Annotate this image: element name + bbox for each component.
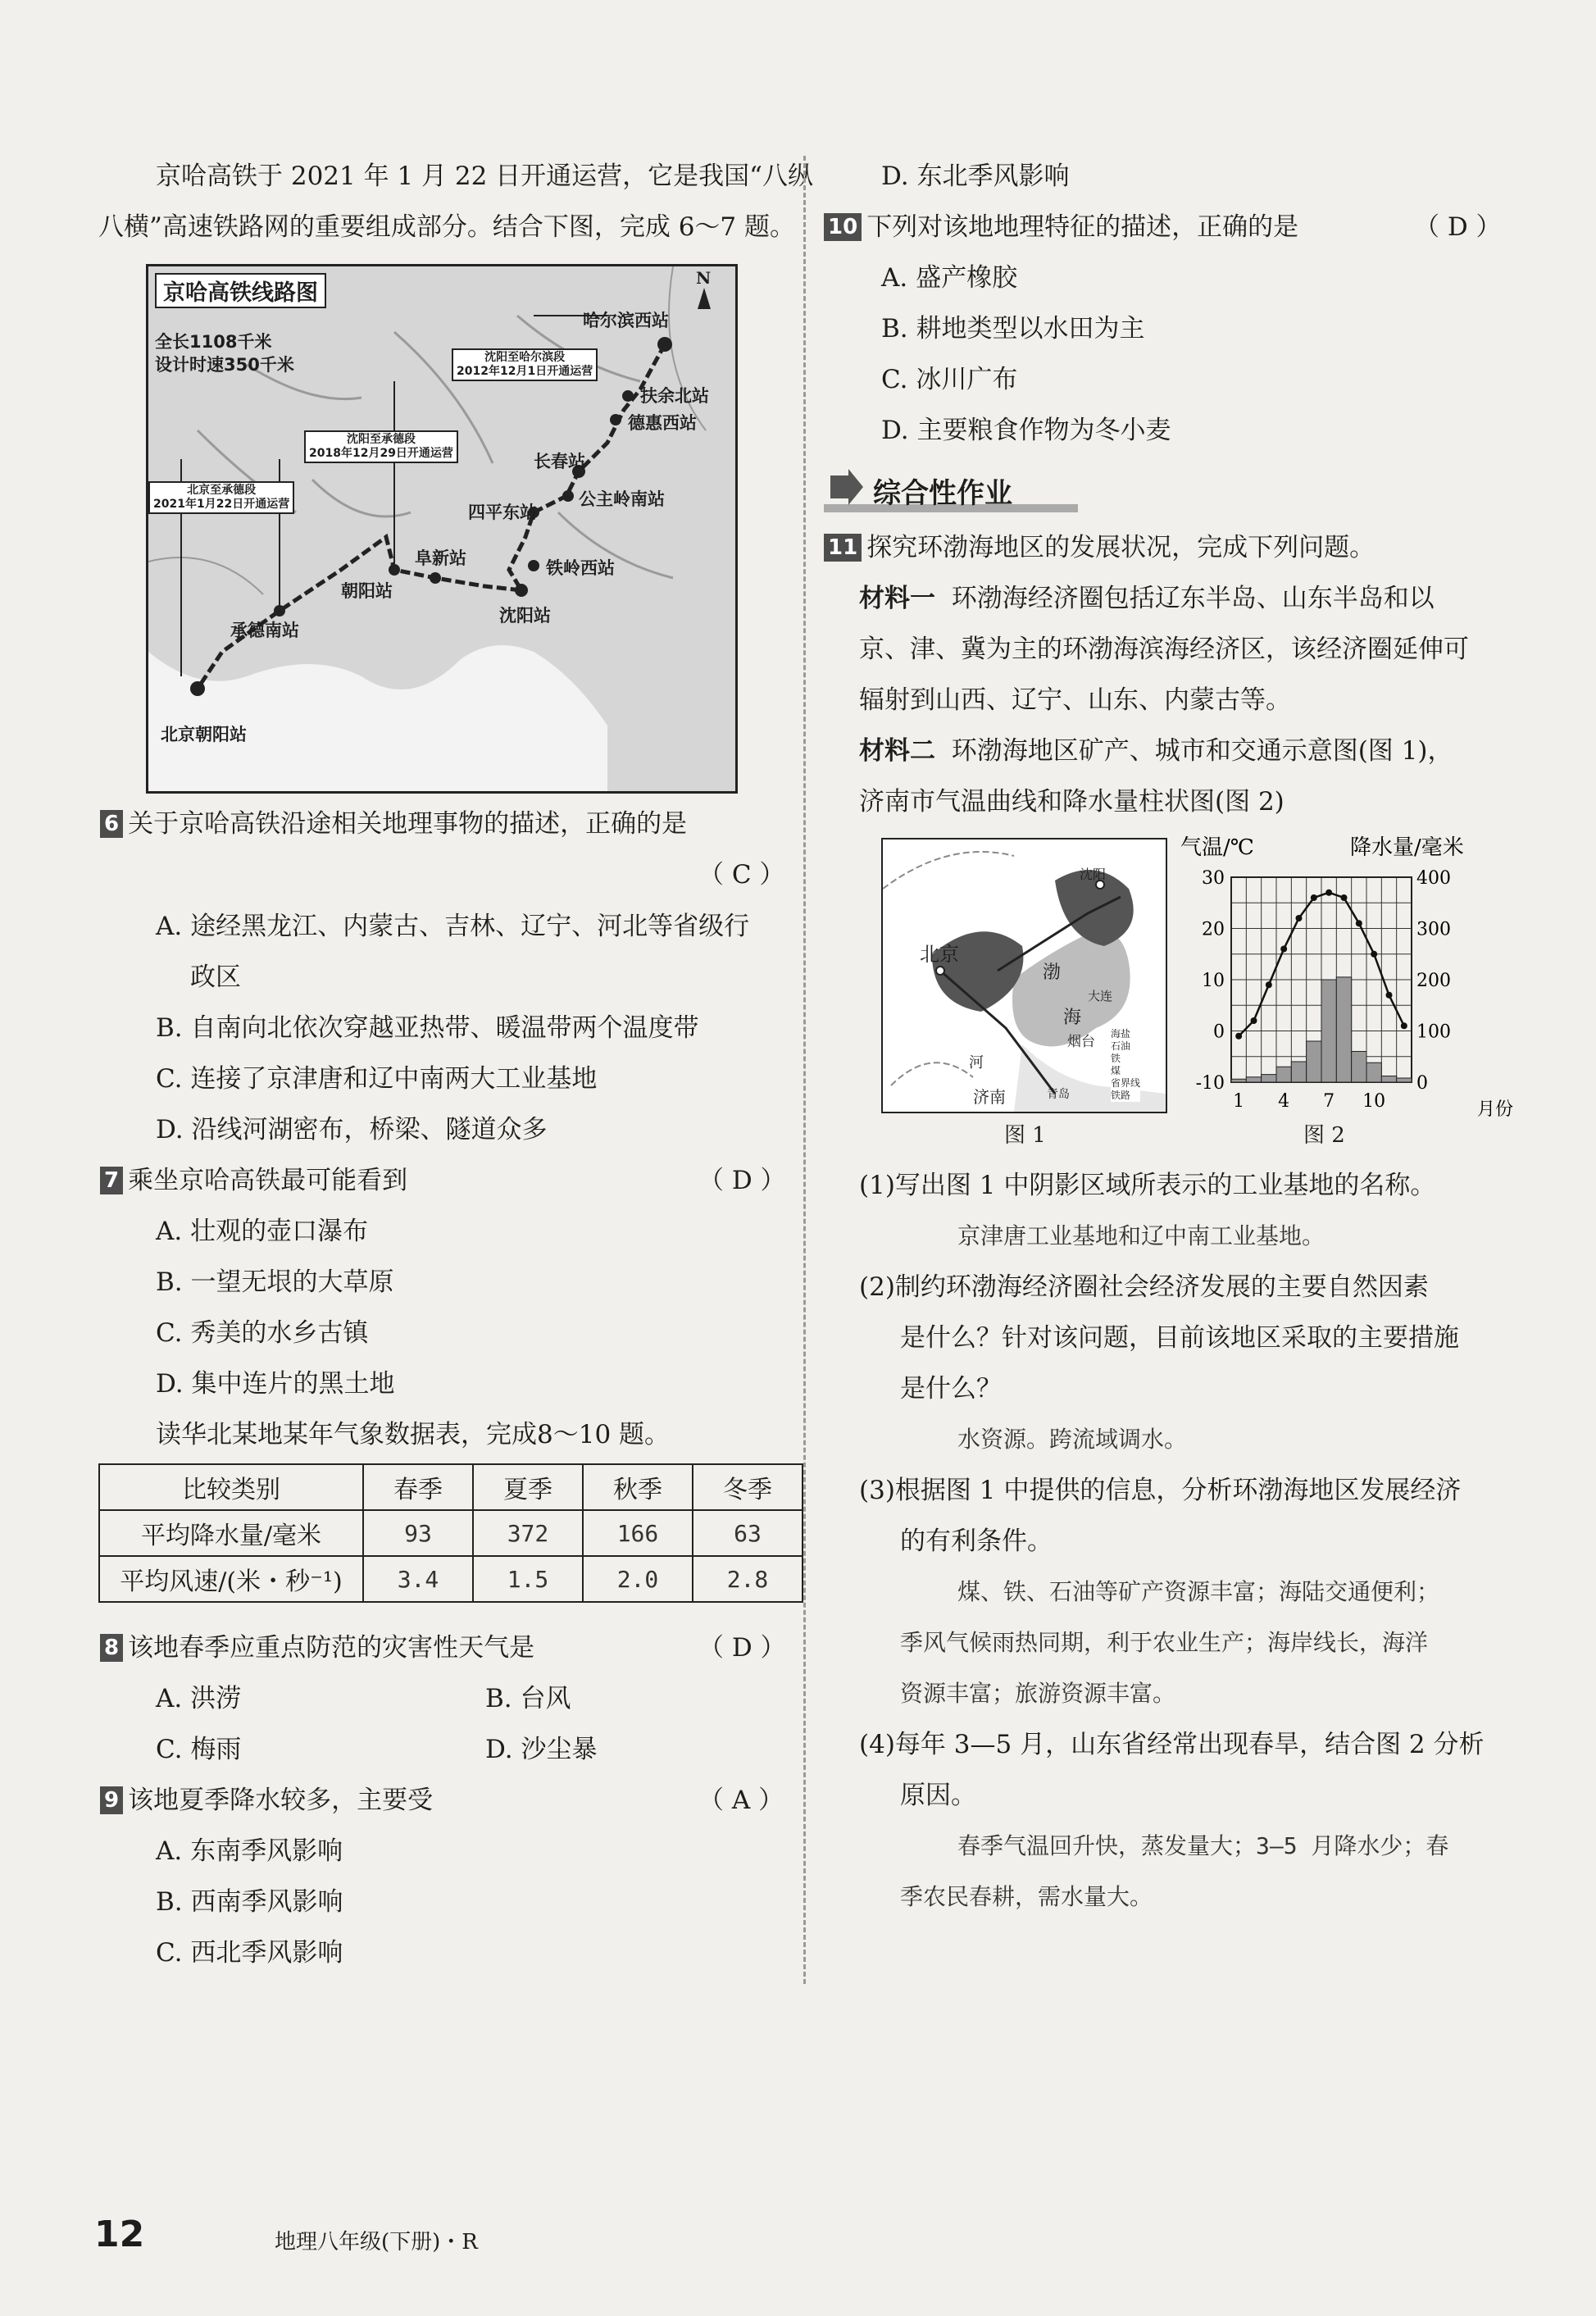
left-tick-label: 20	[1202, 919, 1225, 940]
station-label: 公主岭南站	[579, 489, 665, 509]
table-cell: 2.0	[583, 1556, 693, 1602]
option: B. 台风	[485, 1684, 571, 1713]
question-8: 8 该地春季应重点防范的灾害性天气是	[100, 1631, 534, 1664]
figure-2-climate-chart	[1174, 828, 1526, 1140]
figure-1-map	[881, 838, 1167, 1113]
table-header: 秋季	[583, 1464, 693, 1510]
station-label: 朝阳站	[341, 581, 393, 601]
option: C. 连接了京津唐和辽中南两大工业基地	[156, 1064, 598, 1094]
answer-9: （ A ）	[698, 1786, 784, 1815]
material-1-line1: 材料一 环渤海经济圈包括辽东半岛、山东半岛和以	[859, 584, 1435, 613]
map-legend: 海盐 石油 铁 煤 省界线 铁路	[1111, 1028, 1141, 1101]
table-header: 比较类别	[99, 1464, 363, 1510]
station-label: 阜新站	[415, 548, 466, 568]
option: B. 耕地类型以水田为主	[881, 314, 1145, 344]
material-1-line2: 京、津、冀为主的环渤海滨海经济区，该经济圈延伸可	[859, 635, 1469, 664]
station-label: 沈阳站	[499, 606, 551, 626]
city-label: 济南	[973, 1087, 1006, 1107]
option: A. 壮观的壶口瀑布	[156, 1217, 369, 1246]
section-title: 综合性作业	[873, 477, 1012, 510]
city-label: 烟台	[1067, 1034, 1095, 1050]
option: A. 洪涝	[156, 1684, 242, 1713]
option: C. 西北季风影响	[156, 1938, 343, 1968]
segment-shenyang-harbin: 沈阳至哈尔滨段 2012年12月1日开通运营	[452, 348, 598, 381]
option: A. 东南季风影响	[156, 1836, 343, 1866]
column-divider	[803, 156, 806, 1984]
right-tick-label: 400	[1416, 868, 1451, 889]
answer-3: 季风气候雨热同期，利于农业生产；海岸线长，海洋	[900, 1629, 1429, 1656]
precipitation-bar	[1276, 1067, 1291, 1082]
answer-3: 煤、铁、石油等矿产资源丰富；海陆交通便利；	[957, 1578, 1440, 1605]
weather-table	[98, 1463, 803, 1603]
xlabel: 月份	[1477, 1099, 1514, 1120]
sub-question-2: (2)制约环渤海经济圈社会经济发展的主要自然因素	[859, 1272, 1429, 1302]
right-tick-label: 100	[1416, 1021, 1451, 1043]
station-label: 北京朝阳站	[161, 725, 247, 744]
temperature-point	[1251, 1017, 1257, 1024]
temperature-point	[1311, 894, 1317, 901]
option: A. 盛产橡胶	[881, 263, 1018, 293]
city-label: 青岛	[1047, 1088, 1070, 1101]
option: D. 沙尘暴	[485, 1735, 598, 1764]
precipitation-bar	[1336, 977, 1351, 1082]
left-tick-label: 30	[1202, 868, 1225, 889]
city-label: 大连	[1088, 989, 1113, 1003]
table-cell: 63	[693, 1510, 803, 1556]
question-11: 11 探究环渤海地区的发展状况，完成下列问题。	[824, 531, 1375, 564]
station-label: 承德南站	[230, 621, 299, 640]
precipitation-bar	[1307, 1041, 1321, 1082]
arrow-icon	[830, 469, 863, 505]
option: D. 东北季风影响	[881, 162, 1070, 191]
right-tick-label: 0	[1416, 1073, 1428, 1094]
left-tick-label: 10	[1202, 971, 1225, 991]
table-row	[99, 1556, 803, 1602]
answer-4: 季农民春耕，需水量大。	[900, 1883, 1153, 1910]
question-7: 7 乘坐京哈高铁最可能看到	[100, 1164, 407, 1197]
temperature-point	[1266, 981, 1272, 988]
station-label: 四平东站	[468, 503, 537, 522]
table-cell: 93	[363, 1510, 473, 1556]
ylabel-right: 降水量/毫米	[1350, 835, 1464, 860]
precipitation-bar	[1246, 1077, 1261, 1082]
question-10: 10 下列对该地地理特征的描述，正确的是	[824, 211, 1298, 243]
table-header: 夏季	[473, 1464, 583, 1510]
map-speed: 设计时速350千米	[155, 355, 294, 375]
option: C. 冰川广布	[881, 365, 1018, 394]
table-cell: 平均降水量/毫米	[99, 1510, 363, 1556]
precipitation-bar	[1397, 1078, 1412, 1082]
option: C. 秀美的水乡古镇	[156, 1318, 369, 1348]
table-cell: 372	[473, 1510, 583, 1556]
right-tick-label: 300	[1416, 919, 1451, 940]
answer-6: （ C ）	[698, 860, 785, 890]
table-header: 春季	[363, 1464, 473, 1510]
figure-1-caption: 图 1	[1004, 1123, 1046, 1148]
material-2-line2: 济南市气温曲线和降水量柱状图(图 2)	[859, 787, 1285, 817]
segment-shenyang-chengde: 沈阳至承德段 2018年12月29日开通运营	[304, 430, 458, 463]
book-title: 地理八年级(下册)・R	[275, 2230, 478, 2255]
precipitation-bar	[1381, 1076, 1396, 1083]
ylabel-left: 气温/℃	[1180, 835, 1254, 860]
table-cell: 平均风速/(米・秒⁻¹)	[99, 1556, 363, 1602]
intro-line1: 京哈高铁于 2021 年 1 月 22 日开通运营，它是我国“八纵	[156, 162, 814, 191]
section-heading	[824, 466, 1094, 515]
question-9: 9 该地夏季降水较多，主要受	[100, 1784, 433, 1817]
left-tick-label: -10	[1195, 1073, 1225, 1094]
answer-3: 资源丰富；旅游资源丰富。	[900, 1680, 1176, 1707]
station-label: 德惠西站	[628, 413, 697, 433]
answer-1: 京津唐工业基地和辽中南工业基地。	[957, 1222, 1325, 1249]
answer-2: 水资源。跨流域调水。	[957, 1426, 1188, 1453]
figure-2-caption: 图 2	[1303, 1123, 1345, 1148]
sub-question-1: (1)写出图 1 中阴影区域所表示的工业基地的名称。	[859, 1171, 1436, 1200]
table-header: 冬季	[693, 1464, 803, 1510]
option: D. 集中连片的黑土地	[156, 1369, 395, 1399]
station-label: 扶余北站	[640, 386, 709, 406]
sub-question-4: (4)每年 3—5 月，山东省经常出现春旱，结合图 2 分析	[859, 1730, 1485, 1759]
city-label: 沈阳	[1080, 867, 1107, 882]
station-label: 哈尔滨西站	[583, 311, 669, 330]
segment-beijing-chengde: 北京至承德段 2021年1月22日开通运营	[148, 481, 294, 514]
sub-question-3: (3)根据图 1 中提供的信息，分析环渤海地区发展经济	[859, 1476, 1462, 1505]
option: B. 一望无垠的大草原	[156, 1267, 394, 1297]
temperature-point	[1386, 992, 1393, 999]
sea-label: 海	[1063, 1008, 1082, 1028]
sub-question-4: 原因。	[900, 1781, 976, 1810]
temperature-point	[1341, 894, 1348, 901]
option: B. 自南向北依次穿越亚热带、暖温带两个温度带	[156, 1013, 699, 1043]
x-tick-label: 7	[1323, 1091, 1335, 1112]
answer-8: （ D ）	[698, 1633, 786, 1663]
option: D. 沿线河湖密布，桥梁、隧道众多	[156, 1115, 548, 1144]
city-label: 北京	[920, 943, 959, 966]
station-label: 长春站	[534, 452, 585, 471]
material-2-line1: 材料二 环渤海地区矿产、城市和交通示意图(图 1)，	[859, 736, 1453, 766]
question-6: 6 关于京哈高铁沿途相关地理事物的描述，正确的是	[100, 808, 687, 840]
precipitation-bar	[1321, 980, 1336, 1082]
temperature-point	[1325, 890, 1332, 896]
left-tick-label: 0	[1213, 1021, 1225, 1043]
temperature-point	[1296, 915, 1303, 921]
precipitation-bar	[1231, 1079, 1246, 1082]
sea-label: 渤	[1043, 962, 1062, 983]
temperature-point	[1356, 920, 1362, 926]
read-instruction: 读华北某地某年气象数据表，完成8～10 题。	[156, 1420, 671, 1449]
table-row	[99, 1464, 803, 1510]
precipitation-bar	[1262, 1075, 1276, 1082]
x-tick-label: 4	[1278, 1091, 1290, 1112]
intro-line2: 八横”高速铁路网的重要组成部分。结合下图，完成 6～7 题。	[98, 212, 795, 242]
answer-4: 春季气温回升快，蒸发量大；3—5 月降水少；春	[957, 1832, 1449, 1859]
table-cell: 166	[583, 1510, 693, 1556]
map-title: 京哈高铁线路图	[155, 273, 326, 308]
sub-question-2: 是什么？	[900, 1374, 1002, 1404]
station-label: 铁岭西站	[546, 558, 615, 578]
map-length: 全长1108千米	[155, 332, 272, 352]
answer-10: （ D ）	[1414, 212, 1502, 242]
option: B. 西南季风影响	[156, 1887, 343, 1917]
north-arrow-icon: N	[696, 268, 711, 309]
temperature-point	[1280, 946, 1287, 953]
page-number: 12	[94, 2214, 145, 2255]
x-tick-label: 10	[1362, 1091, 1386, 1112]
sub-question-2: 是什么？针对该问题，目前该地区采取的主要措施	[900, 1323, 1459, 1353]
table-cell: 3.4	[363, 1556, 473, 1602]
precipitation-bar	[1366, 1062, 1381, 1082]
table-cell: 2.8	[693, 1556, 803, 1602]
temperature-point	[1371, 951, 1377, 958]
river-label: 河	[969, 1054, 984, 1072]
precipitation-bar	[1352, 1052, 1366, 1083]
precipitation-bar	[1291, 1062, 1306, 1082]
option: A. 途经黑龙江、内蒙古、吉林、辽宁、河北等省级行	[156, 912, 750, 941]
temperature-point	[1235, 1033, 1242, 1040]
sub-question-3: 的有利条件。	[900, 1527, 1053, 1556]
option: C. 梅雨	[156, 1735, 242, 1764]
option: D. 主要粮食作物为冬小麦	[881, 416, 1171, 445]
table-row	[99, 1510, 803, 1556]
temperature-point	[1401, 1022, 1407, 1029]
table-cell: 1.5	[473, 1556, 583, 1602]
x-tick-label: 1	[1233, 1091, 1245, 1112]
right-tick-label: 200	[1416, 971, 1451, 991]
option: 政区	[190, 962, 241, 992]
railway-map	[146, 264, 738, 794]
answer-7: （ D ）	[698, 1166, 786, 1195]
material-1-line3: 辐射到山西、辽宁、山东、内蒙古等。	[859, 685, 1291, 715]
